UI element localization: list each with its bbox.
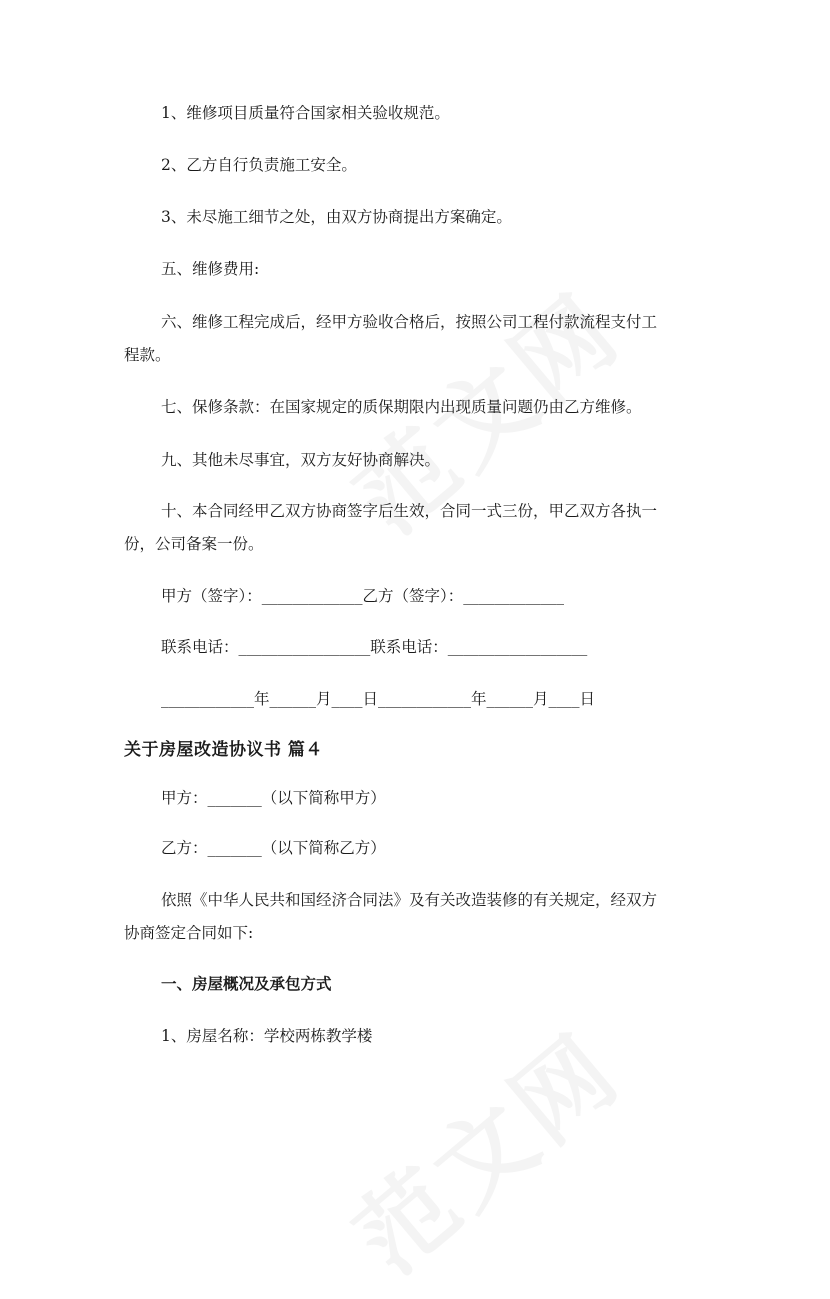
paragraph-basis-line1: 依照《中华人民共和国经济合同法》及有关改造装修的有关规定，经双方 [161, 891, 658, 909]
paragraph-safety: 2、乙方自行负责施工安全。 [161, 156, 357, 174]
signature-line: 甲方（签字）：_____________乙方（签字）：_____________ [161, 587, 565, 605]
date-line: ____________年______月____日____________年______月____日 [161, 690, 596, 708]
paragraph-effect-line1: 十、本合同经甲乙双方协商签字后生效，合同一式三份，甲乙双方各执一 [161, 502, 658, 520]
paragraph-other-matters: 九、其他未尽事宜，双方友好协商解决。 [161, 451, 441, 469]
paragraph-basis-line2: 协商签定合同如下: [124, 924, 254, 942]
paragraph-payment-line1: 六、维修工程完成后，经甲方验收合格后，按照公司工程付款流程支付工 [161, 313, 658, 331]
paragraph-cost-heading: 五、维修费用: [161, 260, 260, 278]
paragraph-effect-line2: 份，公司备案一份。 [124, 535, 264, 553]
paragraph-payment-line2: 程款。 [124, 346, 171, 364]
party-a-line: 甲方：_______（以下简称甲方） [161, 789, 386, 807]
subsection-heading: 一、房屋概况及承包方式 [161, 974, 332, 993]
paragraph-details: 3、未尽施工细节之处，由双方协商提出方案确定。 [161, 208, 512, 226]
paragraph-warranty: 七、保修条款：在国家规定的质保期限内出现质量问题仍由乙方维修。 [161, 398, 642, 416]
paragraph-quality: 1、维修项目质量符合国家相关验收规范。 [161, 104, 450, 122]
paragraph-house-name: 1、房屋名称：学校两栋教学楼 [161, 1027, 373, 1045]
section-title: 关于房屋改造协议书 篇４ [124, 740, 323, 760]
phone-line: 联系电话：_________________联系电话：__________________ [161, 638, 588, 656]
party-b-line: 乙方：_______（以下简称乙方） [161, 839, 386, 857]
